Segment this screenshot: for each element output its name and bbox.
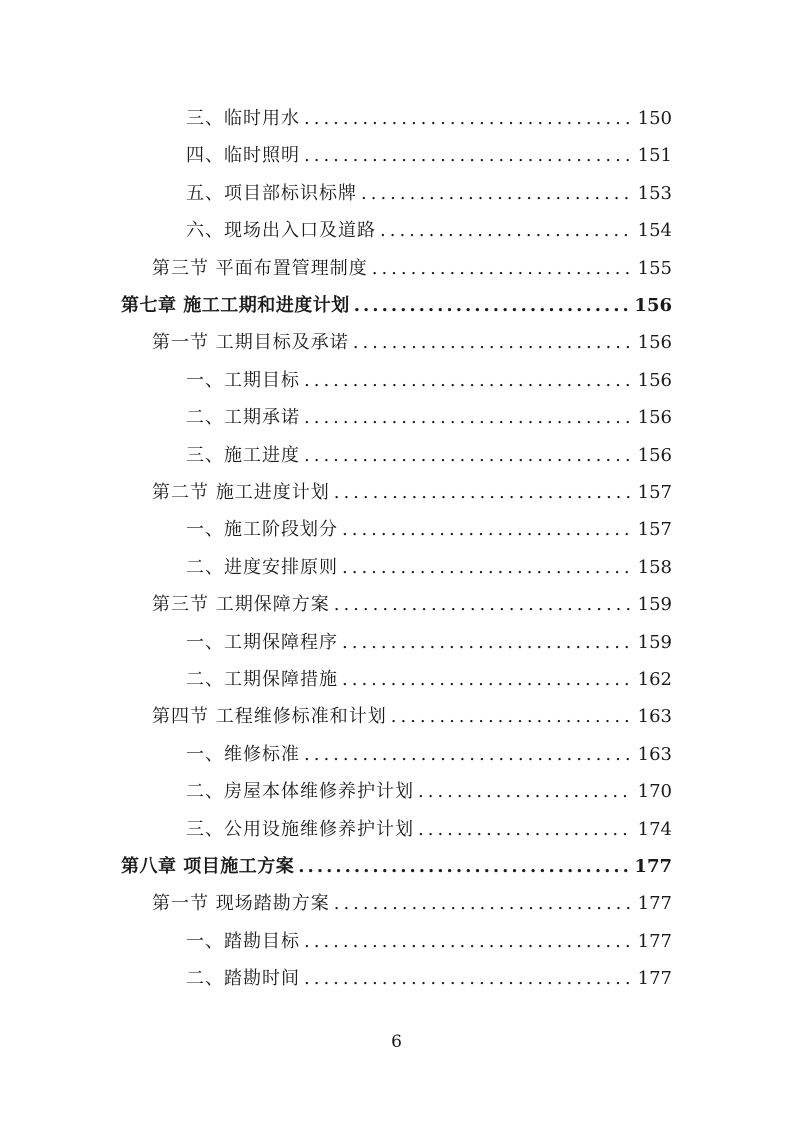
toc-entry-page: 170 [637, 781, 672, 803]
toc-entry-title: 第四节 工程维修标准和计划 [152, 706, 387, 728]
toc-entry-title: 一、工期目标 [186, 369, 300, 391]
toc-entry-page: 177 [637, 930, 672, 952]
toc-entry-title: 三、公用设施维修养护计划 [186, 818, 414, 840]
toc-dot-leader [304, 928, 632, 956]
toc-entry-page: 150 [637, 108, 672, 129]
toc-dot-leader [361, 180, 632, 208]
toc-dot-leader [372, 255, 632, 283]
toc-entry-title: 一、工期保障程序 [186, 631, 338, 653]
toc-item-entry [186, 816, 672, 844]
toc-entry-page: 177 [637, 893, 672, 915]
toc-dot-leader [304, 741, 632, 769]
toc-entry-page: 159 [637, 631, 672, 653]
toc-dot-leader [304, 367, 632, 395]
toc-dot-leader [342, 516, 632, 544]
toc-dot-leader [342, 666, 632, 694]
toc-section-entry [152, 479, 672, 507]
toc-dot-leader [380, 217, 632, 245]
toc-entry-page: 156 [637, 407, 672, 429]
toc-entry-page: 157 [637, 519, 672, 541]
toc-entry-title: 一、踏勘目标 [186, 930, 300, 952]
toc-item-entry [186, 778, 672, 806]
toc-entry-title: 六、现场出入口及道路 [186, 220, 376, 242]
toc-entry-page: 155 [637, 257, 672, 279]
toc-chapter-entry [121, 292, 672, 320]
toc-dot-leader [304, 142, 632, 170]
toc-item-entry [186, 928, 672, 956]
toc-entry-page: 156 [637, 444, 672, 466]
toc-entry-page: 157 [637, 482, 672, 503]
toc-item-entry [186, 516, 672, 544]
toc-section-entry [152, 329, 672, 357]
toc-item-entry [186, 142, 672, 170]
toc-entry-title: 二、房屋本体维修养护计划 [186, 781, 414, 803]
toc-entry-page: 174 [637, 818, 672, 840]
toc-entry-title: 第七章 施工工期和进度计划 [121, 295, 350, 316]
toc-entry-title: 二、工期保障措施 [186, 669, 338, 690]
toc-entry-title: 一、施工阶段划分 [186, 519, 338, 541]
toc-entry-page: 163 [637, 743, 672, 765]
toc-dot-leader [354, 292, 629, 320]
toc-entry-title: 二、工期承诺 [186, 407, 300, 429]
toc-dot-leader [304, 105, 632, 133]
toc-dot-leader [418, 816, 632, 844]
toc-section-entry [152, 890, 672, 918]
toc-item-entry [186, 404, 672, 432]
toc-dot-leader [304, 404, 632, 432]
toc-entry-title: 三、施工进度 [186, 444, 300, 466]
toc-dot-leader [418, 778, 632, 806]
toc-section-entry [152, 591, 672, 619]
toc-entry-title: 二、踏勘时间 [186, 968, 300, 990]
toc-entry-page: 156 [637, 332, 672, 354]
toc-entry-page: 162 [637, 669, 672, 690]
toc-item-entry [186, 629, 672, 657]
toc-item-entry [186, 741, 672, 769]
toc-entry-title: 第三节 平面布置管理制度 [152, 257, 368, 279]
toc-entry-title: 三、临时用水 [186, 108, 300, 129]
toc-item-entry [186, 442, 672, 470]
toc-item-entry [186, 666, 672, 694]
page-number: 6 [391, 1032, 402, 1052]
toc-item-entry [186, 554, 672, 582]
toc-section-entry [152, 255, 672, 283]
toc-dot-leader [304, 442, 632, 470]
toc-dot-leader [391, 703, 632, 731]
toc-dot-leader [298, 853, 628, 881]
toc-entry-page: 156 [634, 295, 672, 316]
toc-entry-title: 第二节 施工进度计划 [152, 482, 330, 503]
toc-dot-leader [334, 890, 632, 918]
toc-section-entry [152, 703, 672, 731]
toc-dot-leader [353, 329, 632, 357]
toc-entry-page: 158 [637, 556, 672, 578]
toc-dot-leader [304, 965, 632, 993]
toc-dot-leader [334, 479, 632, 507]
toc-entry-page: 156 [637, 369, 672, 391]
toc-entry-title: 一、维修标准 [186, 743, 300, 765]
toc-item-entry [186, 965, 672, 993]
toc-item-entry [186, 180, 672, 208]
toc-chapter-entry [121, 853, 672, 881]
toc-dot-leader [342, 554, 632, 582]
toc-entry-page: 177 [637, 968, 672, 990]
toc-entry-page: 159 [637, 594, 672, 616]
toc-dot-leader [342, 629, 632, 657]
toc-entry-page: 177 [634, 856, 672, 877]
toc-entry-title: 第三节 工期保障方案 [152, 594, 330, 616]
toc-entry-title: 第一节 现场踏勘方案 [152, 893, 330, 915]
toc-entry-title: 第一节 工期目标及承诺 [152, 332, 349, 354]
toc-entry-page: 154 [637, 220, 672, 242]
toc-item-entry [186, 367, 672, 395]
toc-entry-title: 二、进度安排原则 [186, 556, 338, 578]
toc-dot-leader [334, 591, 632, 619]
toc-entry-page: 151 [637, 145, 672, 167]
toc-item-entry [186, 105, 672, 133]
toc-entry-page: 163 [637, 706, 672, 728]
toc-entry-title: 四、临时照明 [186, 145, 300, 167]
toc-entry-title: 第八章 项目施工方案 [121, 856, 295, 877]
toc-item-entry [186, 217, 672, 245]
toc-entry-page: 153 [637, 182, 672, 204]
toc-entry-title: 五、项目部标识标牌 [186, 182, 357, 204]
